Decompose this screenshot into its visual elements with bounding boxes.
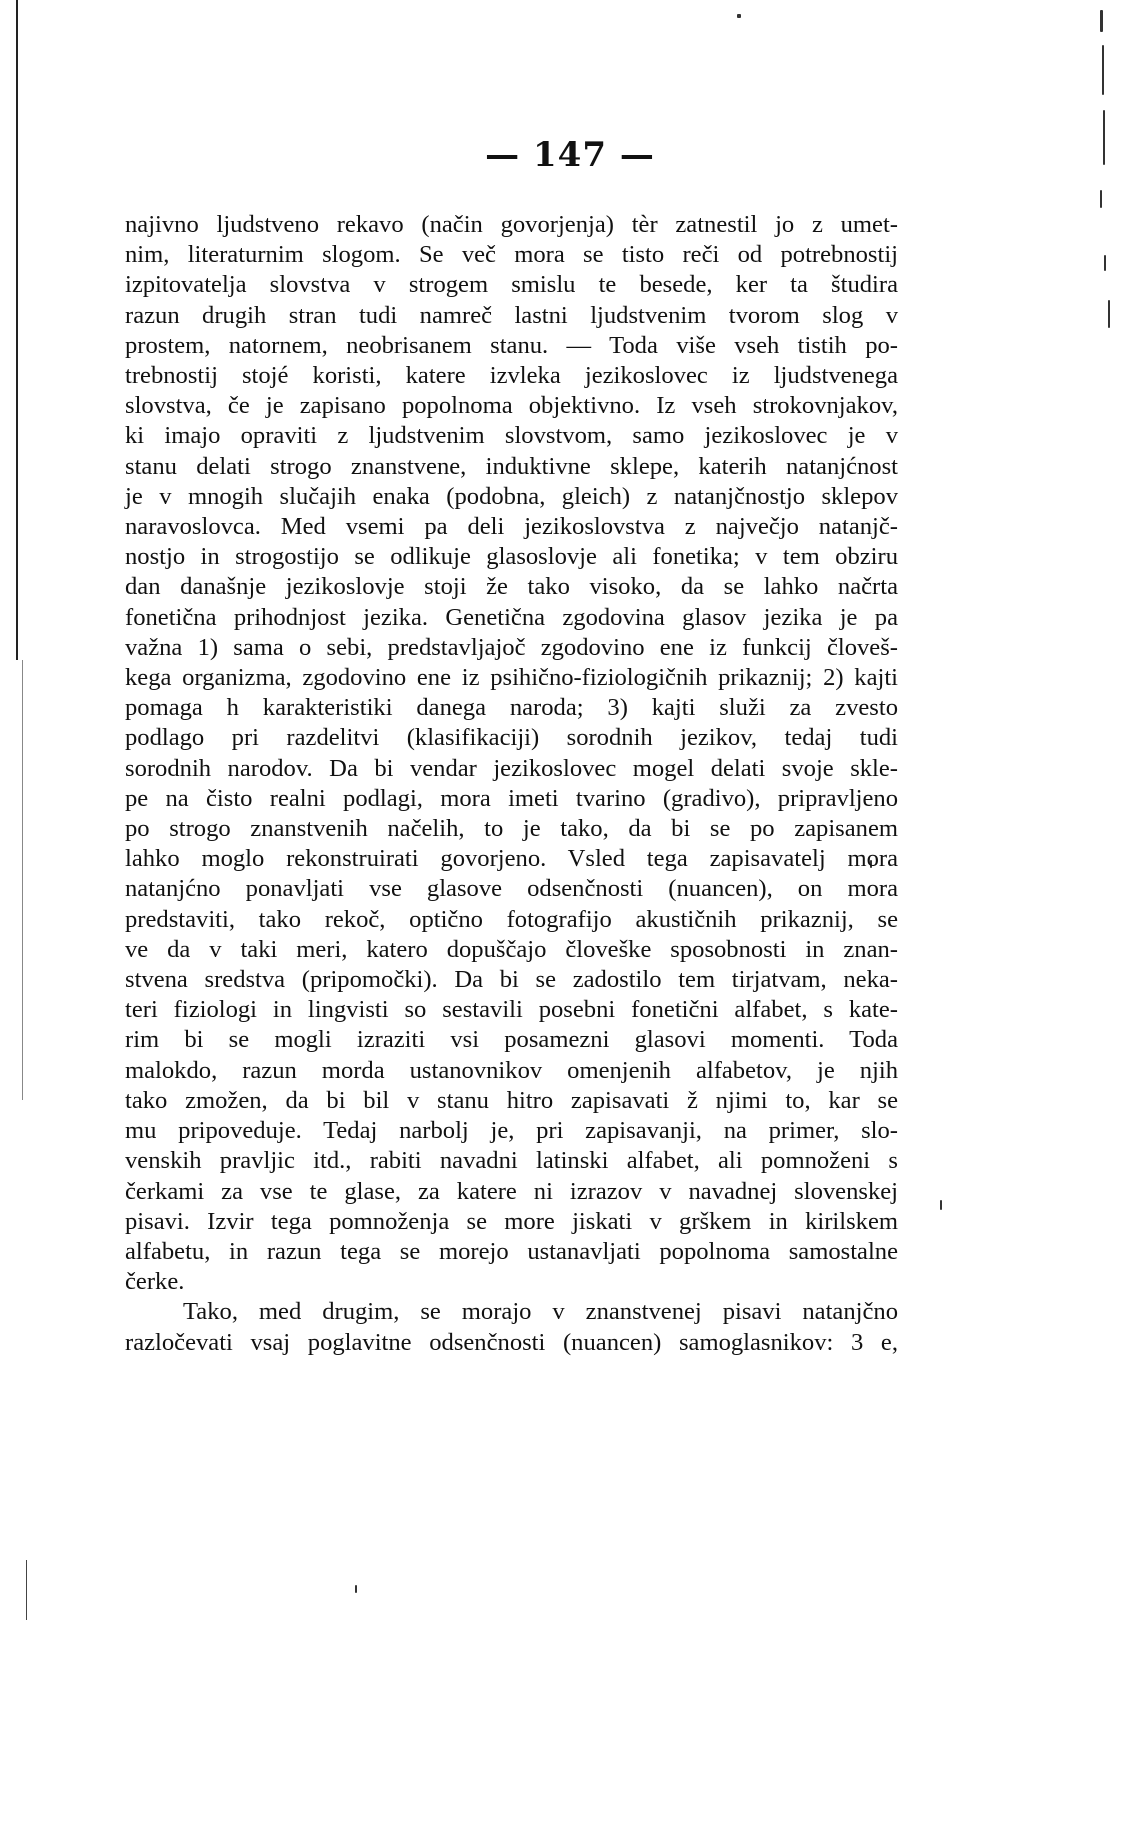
- text-line: izpitovatelja slovstva v strogem smislu te besede, ker ta študira: [125, 271, 898, 299]
- text-line: nostjo in strogostijo se odlikuje glasoslovje ali fonetika; v tem obziru: [125, 543, 898, 571]
- body-text: [125, 210, 898, 1358]
- text-line: razločevati vsaj poglavitne odsenčnosti (nuancen) samoglasnikov: 3 e,: [125, 1328, 898, 1356]
- text-line: razun drugih stran tudi namreč lastni ljudstvenim tvorom slog v: [125, 301, 898, 329]
- text-line: malokdo, razun morda ustanovnikov omenjenih alfabetov, je njih: [125, 1056, 898, 1084]
- text-line: predstaviti, tako rekoč, optično fotografijo akustičnih prikaznij, se: [125, 905, 898, 933]
- page-number: — 147 —: [485, 135, 655, 175]
- text-line: mu pripoveduje. Tedaj narbolj je, pri zapisavanji, na primer, slo-: [125, 1117, 898, 1145]
- text-line: fonetična prihodnjost jezika. Genetična zgodovina glasov jezika je pa: [125, 603, 898, 631]
- text-line: pe na čisto realni podlagi, mora imeti tvarino (gradivo), pripravljeno: [125, 784, 898, 812]
- scan-speck: [1102, 45, 1104, 95]
- scan-speck: [1104, 255, 1106, 271]
- text-line: sorodnih narodov. Da bi vendar jezikoslovec mogel delati svoje sklе-: [125, 754, 898, 782]
- text-line: pomaga h karakteristiki danega naroda; 3) kajti služi za zvesto: [125, 694, 898, 722]
- text-line: najivno ljudstveno rekavo (način govorjenja) tèr zatnestil jo z umet-: [125, 211, 898, 238]
- text-line: naravoslovca. Med vsemi pa deli jezikoslovstva z največjo natanjč-: [125, 513, 898, 541]
- text-line: Tako, med drugim, se morajo v znanstvenej pisavi natanjčno: [183, 1298, 898, 1326]
- text-line: čerke.: [125, 1268, 185, 1296]
- scan-edge-artifact: [16, 0, 18, 660]
- text-line: po strogo znanstvenih načelih, to je tako, da bi se po zapisanem: [125, 815, 898, 843]
- text-line: trebnostij stojé koristi, katere izvleka jezikoslovec iz ljudstvenega: [125, 362, 898, 390]
- scan-edge-artifact: [22, 660, 23, 1100]
- text-line: stvena sredstva (pripomočki). Da bi se zadostilo tem tirjatvam, neka-: [125, 966, 898, 994]
- text-line: prostem, natornem, neobrisanem stanu. — Toda više vseh tistih po-: [125, 331, 898, 359]
- text-line: slovstva, če je zapisano popolnoma objektivno. Iz vseh strokovnjakov,: [125, 392, 898, 420]
- scan-speck: [940, 1200, 942, 1210]
- text-line: teri fiziologi in lingvisti so sestavili posebni fonetični alfabet, s kate-: [125, 996, 898, 1024]
- scan-edge-artifact: [26, 1560, 27, 1620]
- text-line: natanjćno ponavljati vse glasove odsenčnosti (nuancen), on mora: [125, 875, 898, 903]
- text-line: dan današnje jezikoslovje stoji že tako visoko, da se lahko načrta: [125, 573, 898, 601]
- scan-speck: [737, 14, 741, 18]
- text-line: lahko moglo rekonstruirati govorjeno. Vsled tega zapisavatelj mora: [125, 845, 898, 873]
- text-line: tako zmožen, da bi bil v stanu hitro zapisavati ž njimi to, kar se: [125, 1086, 898, 1114]
- text-line: nim, literaturnim slogom. Se več mora se tisto reči od potrebnostij: [125, 241, 898, 269]
- text-line: stanu delati strogo znanstvene, induktivne sklepe, katerih natanjćnost: [125, 452, 898, 480]
- text-line: čerkami za vse te glase, za katere ni izrazov v navadnej slovenskej: [125, 1177, 898, 1205]
- text-line: podlago pri razdelitvi (klasifikaciji) sorodnih jezikov, tedaj tudi: [125, 724, 898, 752]
- scan-speck: [355, 1585, 357, 1593]
- text-line: alfabetu, in razun tega se morejo ustanavljati popolnoma samostalne: [125, 1237, 898, 1265]
- scan-speck: [1100, 190, 1102, 208]
- text-line: važna 1) sama o sebi, predstavljajoč zgodovino ene iz funkcij človeš-: [125, 633, 898, 661]
- text-line: kega organizma, zgodovino ene iz psihično-fiziologičnih prikaznij; 2) kajti: [125, 664, 898, 692]
- scan-speck: [1100, 10, 1103, 32]
- text-line: ki imajo opraviti z ljudstvenim slovstvom, samo jezikoslovec je v: [125, 422, 898, 450]
- text-line: pisavi. Izvir tega pomnoženja se more jiskati v grškem in kirilskem: [125, 1207, 898, 1235]
- text-line: je v mnogih slučajih enaka (podobna, gleich) z natanjčnostjo sklepov: [125, 482, 898, 510]
- text-line: rim bi se mogli izraziti vsi posamezni glasovi momenti. Toda: [125, 1026, 898, 1054]
- text-line: ve da v taki meri, katero dopuščajo človeške sposobnosti in znan-: [125, 935, 898, 963]
- scan-speck: [1108, 300, 1110, 328]
- text-line: venskih pravljic itd., rabiti navadni latinski alfabet, ali pomnoženi s: [125, 1147, 898, 1175]
